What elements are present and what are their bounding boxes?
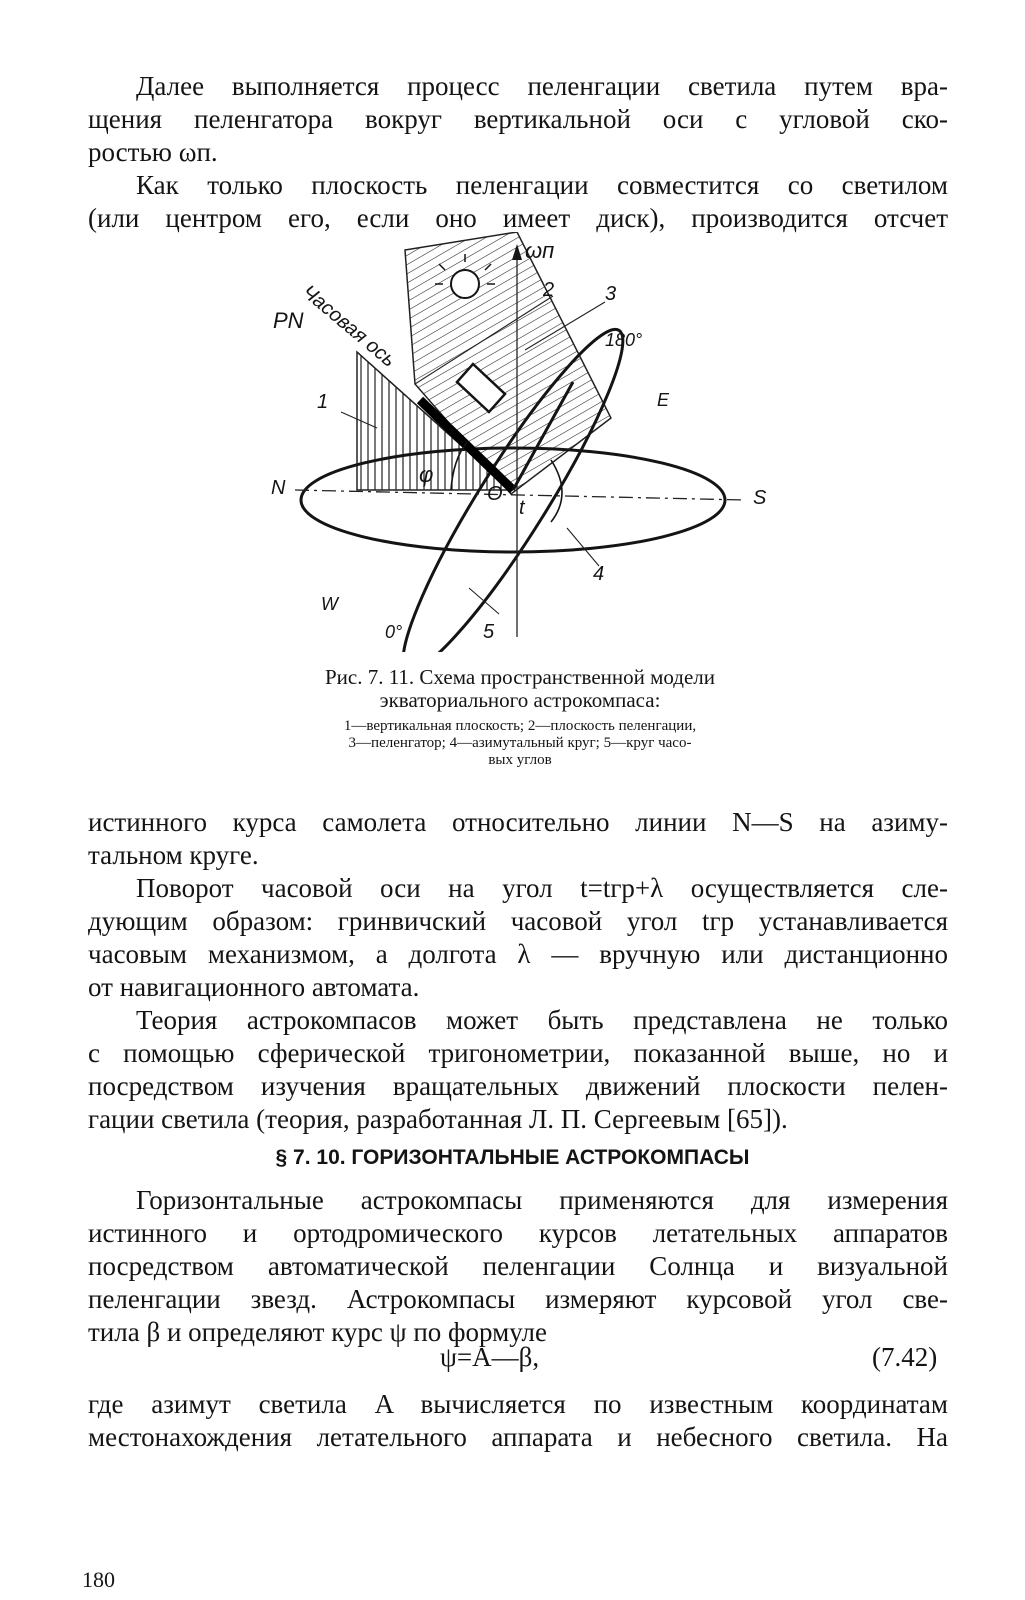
label-s: S (753, 487, 767, 509)
text-line: посредством автоматической пеленгации Солнца и визуальной (88, 1251, 948, 1281)
text-line: тила β и определяют курс ψ по формуле (88, 1317, 547, 1347)
text-line: тальном круге. (88, 840, 259, 870)
paragraph-3 (88, 806, 948, 872)
section-heading: § 7. 10. ГОРИЗОНТАЛЬНЫЕ АСТРОКОМПАСЫ (275, 1146, 750, 1169)
label-0: 0° (385, 622, 403, 642)
text-line: Далее выполняется процесс пеленгации светила путем вра- (136, 71, 948, 101)
paragraph-text (88, 1004, 948, 1136)
label-e: E (657, 390, 670, 410)
paragraph-text (88, 806, 948, 872)
paragraph-7 (88, 1388, 948, 1454)
caption-title-1: Рис. 7. 11. Схема пространственной модели (324, 665, 716, 689)
label-5: 5 (483, 621, 495, 643)
paragraph-2 (88, 169, 948, 235)
label-4: 4 (593, 563, 605, 585)
text-line: с помощью сферической тригонометрии, показанной выше, но и (88, 1038, 948, 1068)
paragraph-text (88, 872, 948, 1004)
text-line: местонахождения летательного аппарата и небесного светила. На (88, 1422, 948, 1452)
text-line: посредством изучения вращательных движений плоскости пелен- (88, 1071, 948, 1101)
formula-expression: ψ=A—β, (440, 1342, 540, 1372)
label-180: 180° (605, 330, 643, 350)
paragraph-text (88, 70, 948, 169)
legend-line-2: 3—пеленгатор; 4—азимутальный круг; 5—круг часо- (348, 735, 692, 751)
label-n: N (271, 477, 286, 499)
paragraph-5 (88, 1004, 948, 1136)
label-w: W (321, 594, 338, 614)
legend-line-3: вых углов (488, 752, 552, 768)
caption-legend (255, 718, 785, 769)
text-line: часовым механизмом, а долгота λ — вручную или дистанционно (88, 939, 948, 969)
text-line: истинного курса самолета относительно линии N—S на азиму- (88, 807, 948, 837)
label-omega: ωп (525, 238, 555, 263)
leader-5 (469, 588, 499, 614)
astrocompass-diagram (255, 232, 795, 652)
caption-title-2: экваториального астрокомпаса: (379, 688, 661, 712)
paragraph-text (88, 169, 948, 235)
paragraph-text (88, 1388, 948, 1454)
page-number: 180 (82, 1567, 115, 1592)
label-hour-axis: Часовая ось (297, 280, 400, 372)
label-pn: PN (273, 308, 304, 333)
label-phi: φ (419, 462, 434, 487)
text-line: гации светила (теория, разработанная Л. П. Сергеевым [65]). (88, 1104, 788, 1134)
paragraph-text (88, 1184, 948, 1349)
azimuth-circle (301, 448, 725, 552)
label-t: t (519, 497, 525, 519)
text-line: истинного и ортодромического курсов летательных аппаратов (88, 1218, 948, 1248)
text-line: где азимут светила A вычисляется по известным координатам (88, 1389, 948, 1419)
figure-caption (255, 666, 785, 769)
text-line: от навигационного автомата. (88, 972, 420, 1002)
text-line: Поворот часовой оси на угол t=tгр+λ осуществляется сле- (136, 873, 948, 903)
label-2: 2 (543, 279, 555, 301)
paragraph-6 (88, 1184, 948, 1349)
text-line: Теория астрокомпасов может быть представлена не только (136, 1005, 948, 1035)
text-line: (или центром его, если оно имеет диск), производится отсчет (88, 203, 948, 233)
text-line: Горизонтальные астрокомпасы применяются для измерения (136, 1185, 948, 1215)
legend-line-1: 1—вертикальная плоскость; 2—плоскость пеленгации, (343, 718, 697, 734)
label-1: 1 (317, 391, 329, 413)
formula-number: (7.42) (872, 1342, 938, 1372)
label-o: O (487, 483, 503, 505)
text-line: дующим образом: гринвичский часовой угол tгр устанавливается (88, 906, 948, 936)
label-3: 3 (605, 283, 617, 305)
paragraph-1 (88, 70, 948, 169)
paragraph-4 (88, 872, 948, 1004)
text-line: пеленгации звезд. Астрокомпасы измеряют курсовой угол све- (88, 1284, 948, 1314)
text-line: щения пеленгатора вокруг вертикальной оси с угловой ско- (88, 104, 948, 134)
text-line: ростью ωп. (88, 137, 218, 167)
text-line: Как только плоскость пеленгации совместится со светилом (136, 170, 948, 200)
